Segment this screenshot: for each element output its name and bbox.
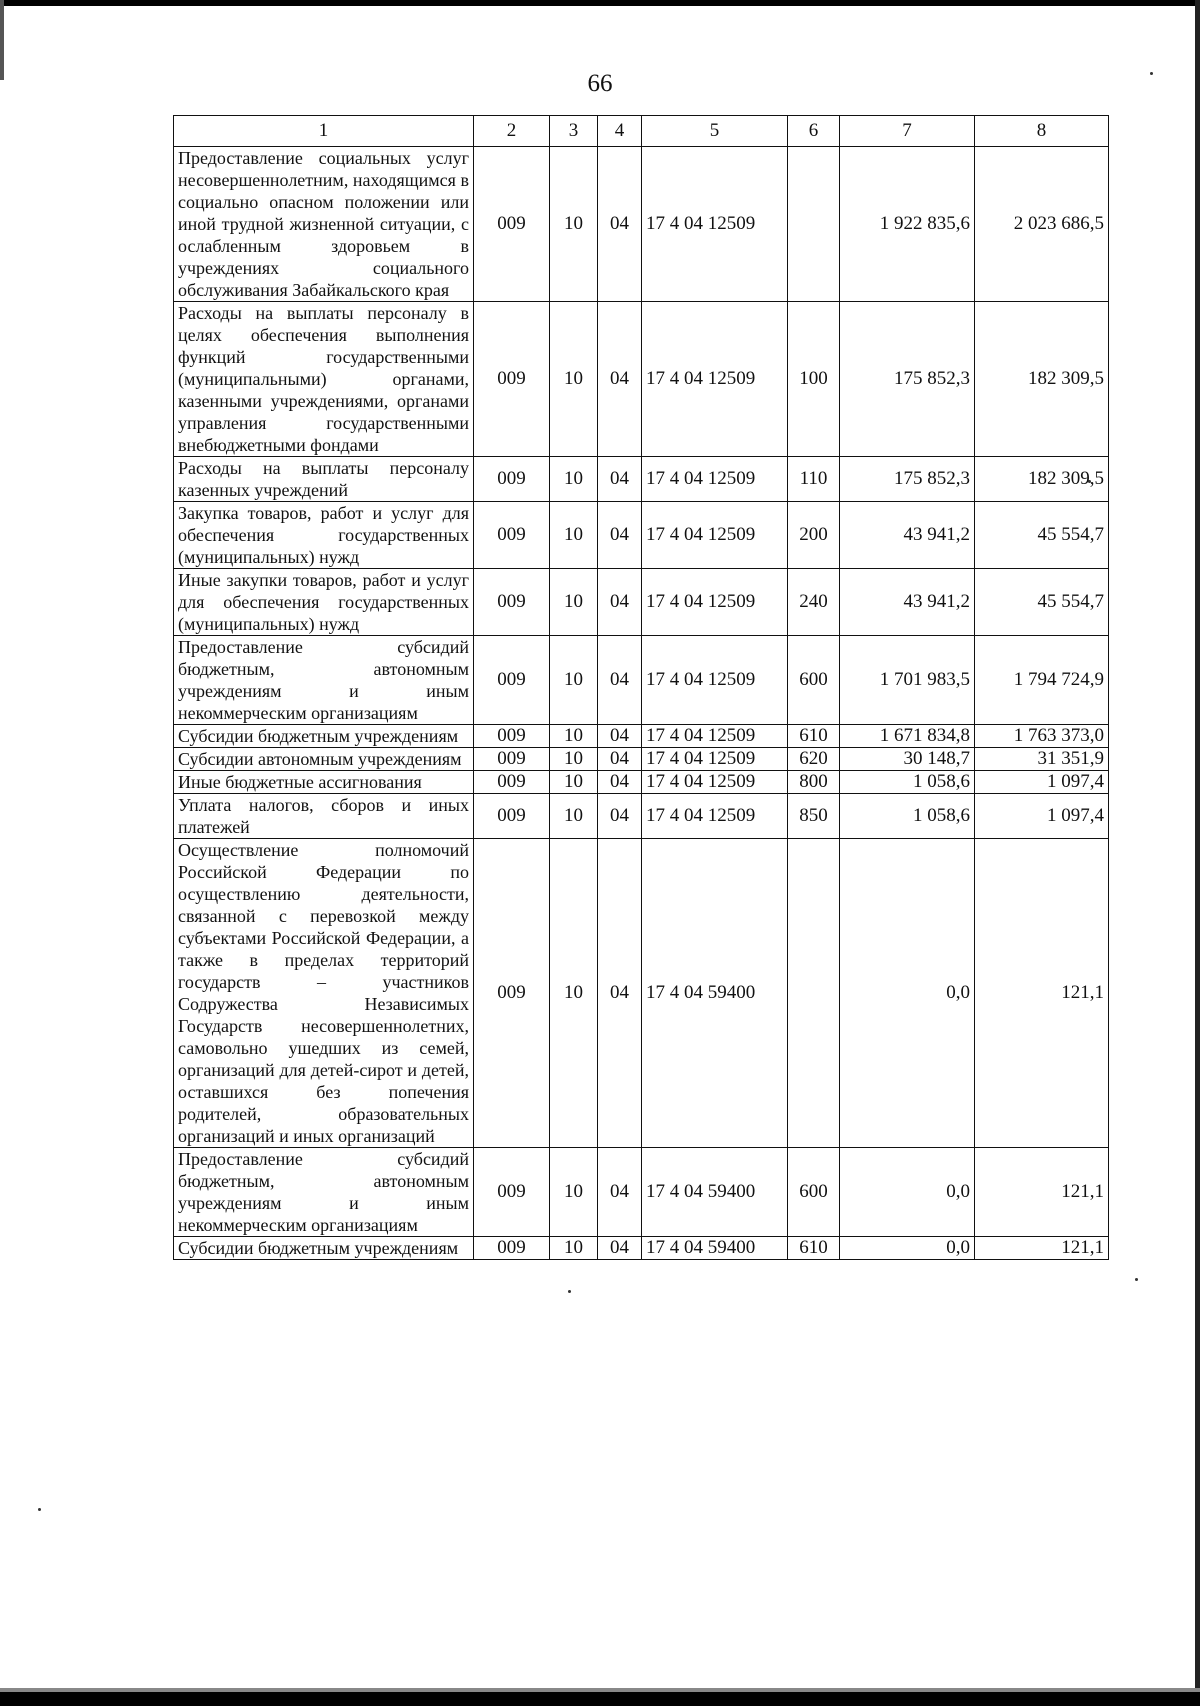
- section-code-cell: 10: [550, 147, 598, 302]
- ministry-code-cell: 009: [474, 794, 550, 839]
- table-row: [174, 1237, 1109, 1260]
- table-row: [174, 839, 1109, 1148]
- header-cell-1: 1: [174, 116, 474, 147]
- amount-year1-cell: 43 941,2: [840, 569, 975, 636]
- table-row: [174, 794, 1109, 839]
- expense-name-cell: Расходы на выплаты персоналу казенных учреждений: [174, 457, 474, 502]
- section-code-cell: 10: [550, 725, 598, 748]
- header-row: [174, 116, 1109, 147]
- table-row: [174, 502, 1109, 569]
- amount-year1-cell: 1 701 983,5: [840, 636, 975, 725]
- table-row: [174, 1148, 1109, 1237]
- expense-type-cell: 610: [788, 725, 840, 748]
- amount-year1-cell: 0,0: [840, 1237, 975, 1260]
- table-row: [174, 569, 1109, 636]
- amount-year2-cell: 31 351,9: [975, 748, 1109, 771]
- expense-type-cell: 850: [788, 794, 840, 839]
- budget-table: [173, 115, 1109, 1260]
- amount-year1-cell: 175 852,3: [840, 302, 975, 457]
- expense-name-cell: Иные закупки товаров, работ и услуг для обеспечения государственных (муниципальных) нужд: [174, 569, 474, 636]
- header-cell-4: 4: [598, 116, 642, 147]
- scan-edge-top: [0, 0, 1200, 6]
- ministry-code-cell: 009: [474, 302, 550, 457]
- expense-type-cell: 110: [788, 457, 840, 502]
- header-cell-3: 3: [550, 116, 598, 147]
- subsection-code-cell: 04: [598, 502, 642, 569]
- ministry-code-cell: 009: [474, 1148, 550, 1237]
- amount-year2-cell: 1 794 724,9: [975, 636, 1109, 725]
- amount-year2-cell: 121,1: [975, 1148, 1109, 1237]
- ministry-code-cell: 009: [474, 502, 550, 569]
- amount-year2-cell: 1 097,4: [975, 771, 1109, 794]
- ministry-code-cell: 009: [474, 771, 550, 794]
- amount-year1-cell: 175 852,3: [840, 457, 975, 502]
- amount-year1-cell: 1 922 835,6: [840, 147, 975, 302]
- amount-year1-cell: 1 058,6: [840, 771, 975, 794]
- table-row: [174, 748, 1109, 771]
- table-row: [174, 302, 1109, 457]
- target-article-cell: 17 4 04 12509: [642, 569, 788, 636]
- scan-speck: [38, 1508, 41, 1511]
- subsection-code-cell: 04: [598, 457, 642, 502]
- expense-type-cell: 100: [788, 302, 840, 457]
- subsection-code-cell: 04: [598, 636, 642, 725]
- scan-edge-bottom: [0, 1692, 1200, 1706]
- expense-name-cell: Предоставление субсидий бюджетным, автономным учреждениям и иным некоммерческим организациям: [174, 1148, 474, 1237]
- ministry-code-cell: 009: [474, 748, 550, 771]
- expense-name-cell: Уплата налогов, сборов и иных платежей: [174, 794, 474, 839]
- amount-year2-cell: 1 097,4: [975, 794, 1109, 839]
- ministry-code-cell: 009: [474, 839, 550, 1148]
- target-article-cell: 17 4 04 12509: [642, 147, 788, 302]
- section-code-cell: 10: [550, 839, 598, 1148]
- amount-year1-cell: 1 671 834,8: [840, 725, 975, 748]
- subsection-code-cell: 04: [598, 1148, 642, 1237]
- expense-name-cell: Предоставление субсидий бюджетным, автономным учреждениям и иным некоммерческим организациям: [174, 636, 474, 725]
- section-code-cell: 10: [550, 636, 598, 725]
- header-cell-6: 6: [788, 116, 840, 147]
- section-code-cell: 10: [550, 457, 598, 502]
- ministry-code-cell: 009: [474, 1237, 550, 1260]
- expense-type-cell: 240: [788, 569, 840, 636]
- expense-type-cell: [788, 147, 840, 302]
- amount-year1-cell: 30 148,7: [840, 748, 975, 771]
- target-article-cell: 17 4 04 59400: [642, 839, 788, 1148]
- ministry-code-cell: 009: [474, 636, 550, 725]
- header-cell-5: 5: [642, 116, 788, 147]
- target-article-cell: 17 4 04 12509: [642, 302, 788, 457]
- subsection-code-cell: 04: [598, 569, 642, 636]
- amount-year2-cell: 1 763 373,0: [975, 725, 1109, 748]
- target-article-cell: 17 4 04 12509: [642, 457, 788, 502]
- section-code-cell: 10: [550, 569, 598, 636]
- expense-type-cell: 600: [788, 1148, 840, 1237]
- amount-year2-cell: 2 023 686,5: [975, 147, 1109, 302]
- expense-name-cell: Расходы на выплаты персоналу в целях обеспечения выполнения функций государственными (муниципальными) органами, казенными учреждениями, органами управления государственными внебюджетными фондами: [174, 302, 474, 457]
- amount-year2-cell: 182 309,5: [975, 302, 1109, 457]
- amount-year2-cell: 45 554,7: [975, 569, 1109, 636]
- scan-edge-right: [1195, 0, 1200, 1706]
- expense-type-cell: 200: [788, 502, 840, 569]
- header-cell-8: 8: [975, 116, 1109, 147]
- table-row: [174, 457, 1109, 502]
- expense-name-cell: Закупка товаров, работ и услуг для обеспечения государственных (муниципальных) нужд: [174, 502, 474, 569]
- expense-name-cell: Субсидии автономным учреждениям: [174, 748, 474, 771]
- section-code-cell: 10: [550, 748, 598, 771]
- ministry-code-cell: 009: [474, 725, 550, 748]
- target-article-cell: 17 4 04 59400: [642, 1148, 788, 1237]
- page-number: 66: [587, 70, 613, 97]
- amount-year2-cell: 182 309,5: [975, 457, 1109, 502]
- expense-type-cell: 800: [788, 771, 840, 794]
- expense-name-cell: Иные бюджетные ассигнования: [174, 771, 474, 794]
- section-code-cell: 10: [550, 302, 598, 457]
- expense-name-cell: Предоставление социальных услуг несовершеннолетним, находящимся в социально опасном положении или иной трудной жизненной ситуации, с ослабленным здоровьем в учреждениях социального обслуживания Забайкальского края: [174, 147, 474, 302]
- target-article-cell: 17 4 04 12509: [642, 636, 788, 725]
- expense-name-cell: Осуществление полномочий Российской Федерации по осуществлению деятельности, связанной с перевозкой между субъектами Российской Федерации, а также в пределах территорий государств – участников Содружества Независимых Государств несовершеннолетних, самовольно ушедших из семей, организаций для детей-сирот и детей, оставшихся без попечения родителей, образовательных организаций и иных организаций: [174, 839, 474, 1148]
- expense-name-cell: Субсидии бюджетным учреждениям: [174, 1237, 474, 1260]
- section-code-cell: 10: [550, 771, 598, 794]
- amount-year1-cell: 1 058,6: [840, 794, 975, 839]
- amount-year2-cell: 121,1: [975, 1237, 1109, 1260]
- target-article-cell: 17 4 04 12509: [642, 794, 788, 839]
- target-article-cell: 17 4 04 59400: [642, 1237, 788, 1260]
- target-article-cell: 17 4 04 12509: [642, 771, 788, 794]
- scan-speck: [1135, 1278, 1138, 1281]
- target-article-cell: 17 4 04 12509: [642, 725, 788, 748]
- expense-type-cell: [788, 839, 840, 1148]
- amount-year2-cell: 121,1: [975, 839, 1109, 1148]
- amount-year2-cell: 45 554,7: [975, 502, 1109, 569]
- section-code-cell: 10: [550, 794, 598, 839]
- table-row: [174, 771, 1109, 794]
- subsection-code-cell: 04: [598, 302, 642, 457]
- expense-name-cell: Субсидии бюджетным учреждениям: [174, 725, 474, 748]
- subsection-code-cell: 04: [598, 771, 642, 794]
- expense-type-cell: 620: [788, 748, 840, 771]
- section-code-cell: 10: [550, 502, 598, 569]
- amount-year1-cell: 0,0: [840, 1148, 975, 1237]
- expense-type-cell: 610: [788, 1237, 840, 1260]
- subsection-code-cell: 04: [598, 1237, 642, 1260]
- ministry-code-cell: 009: [474, 569, 550, 636]
- table-row: [174, 147, 1109, 302]
- table-row: [174, 636, 1109, 725]
- amount-year1-cell: 0,0: [840, 839, 975, 1148]
- header-cell-2: 2: [474, 116, 550, 147]
- section-code-cell: 10: [550, 1237, 598, 1260]
- subsection-code-cell: 04: [598, 839, 642, 1148]
- amount-year1-cell: 43 941,2: [840, 502, 975, 569]
- subsection-code-cell: 04: [598, 725, 642, 748]
- subsection-code-cell: 04: [598, 147, 642, 302]
- scan-edge-left: [0, 0, 4, 80]
- ministry-code-cell: 009: [474, 457, 550, 502]
- scan-speck: [568, 1290, 571, 1293]
- target-article-cell: 17 4 04 12509: [642, 502, 788, 569]
- subsection-code-cell: 04: [598, 794, 642, 839]
- expense-type-cell: 600: [788, 636, 840, 725]
- header-cell-7: 7: [840, 116, 975, 147]
- target-article-cell: 17 4 04 12509: [642, 748, 788, 771]
- ministry-code-cell: 009: [474, 147, 550, 302]
- section-code-cell: 10: [550, 1148, 598, 1237]
- subsection-code-cell: 04: [598, 748, 642, 771]
- table-row: [174, 725, 1109, 748]
